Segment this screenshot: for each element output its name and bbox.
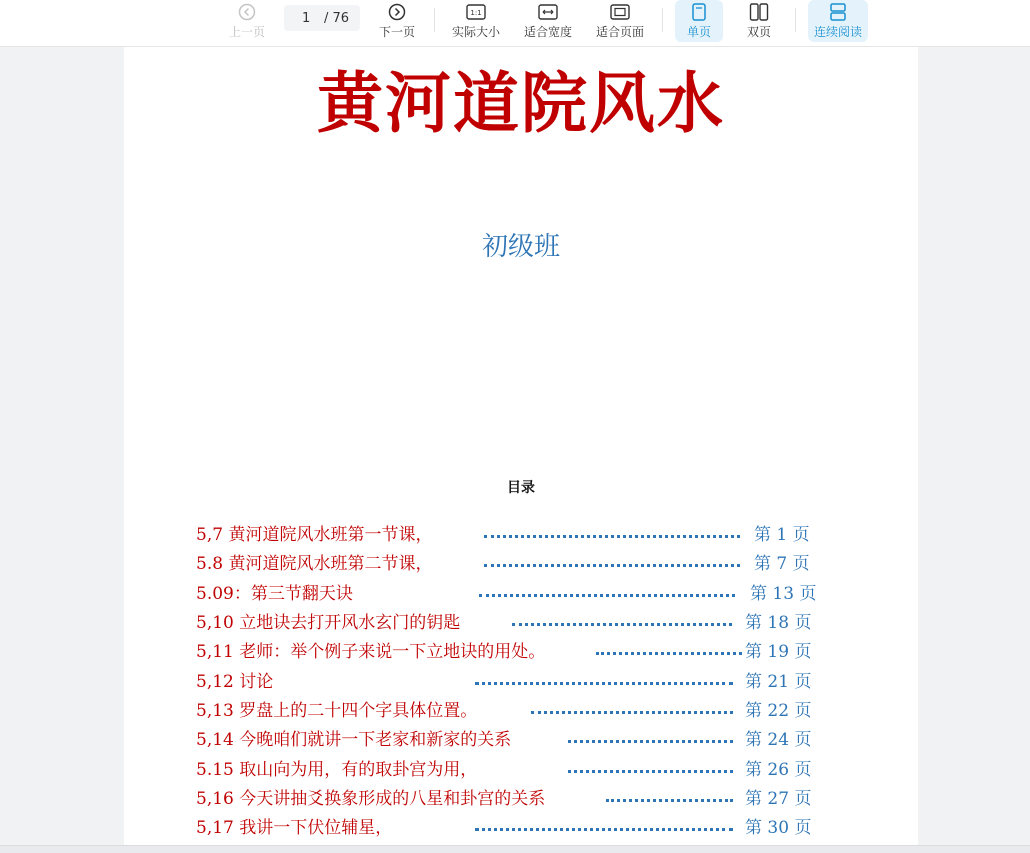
document-page bbox=[124, 47, 918, 847]
toc-entry-title: 5.09：第三节翻天诀 bbox=[196, 584, 353, 604]
toc-entry-page: 第 24 页 bbox=[745, 730, 812, 750]
continuous-reading-button[interactable] bbox=[808, 0, 868, 42]
toc-entry-page: 第 19 页 bbox=[745, 642, 812, 662]
toc-entry-title: 5,13 罗盘上的二十四个字具体位置。 bbox=[196, 701, 478, 721]
toc-entry-title: 5,7 黄河道院风水班第一节课， bbox=[196, 525, 433, 545]
toc-entry-title: 5.8 黄河道院风水班第二节课， bbox=[196, 554, 433, 574]
toc-dot-leader bbox=[531, 711, 733, 714]
toc-entry-title: 5,10 立地诀去打开风水玄门的钥匙 bbox=[196, 613, 461, 633]
toc-entry-page: 第 22 页 bbox=[745, 701, 812, 721]
single-page-label: 单页 bbox=[686, 25, 711, 39]
toc-dot-leader bbox=[606, 799, 733, 802]
toc-entry-page: 第 30 页 bbox=[745, 818, 812, 838]
toc-dot-leader bbox=[568, 740, 733, 743]
fit-page-label: 适合页面 bbox=[595, 25, 644, 39]
continuous-reading-icon bbox=[829, 1, 847, 23]
toc-entry-title: 5.15 取山向为用，有的取卦宫为用， bbox=[196, 760, 478, 780]
actual-size-icon bbox=[466, 1, 486, 23]
toc-entry-title: 5,16 今天讲抽爻换象形成的八星和卦宫的关系 bbox=[196, 789, 546, 809]
toc-entry-page: 第 13 页 bbox=[750, 584, 817, 604]
fit-width-label: 适合宽度 bbox=[523, 25, 572, 39]
current-page-input[interactable]: 1 bbox=[302, 10, 311, 26]
fit-width-button[interactable] bbox=[522, 0, 574, 42]
double-page-icon bbox=[749, 1, 769, 23]
actual-size-label: 实际大小 bbox=[451, 25, 500, 39]
prev-page-label: 上一页 bbox=[228, 25, 265, 39]
toc-entry-title: 5,17 我讲一下伏位辅星， bbox=[196, 818, 393, 838]
toc-entry-page: 第 26 页 bbox=[745, 760, 812, 780]
toc-entry-page: 第 1 页 bbox=[754, 525, 810, 545]
toc-heading: 目录 bbox=[507, 480, 535, 496]
page-number-field[interactable] bbox=[284, 5, 360, 31]
document-subtitle: 初级班 bbox=[481, 232, 560, 262]
toc-entry-title: 5,14 今晚咱们就讲一下老家和新家的关系 bbox=[196, 730, 512, 750]
next-page-label: 下一页 bbox=[378, 25, 415, 39]
toc-dot-leader bbox=[512, 623, 732, 626]
toc-entry-page: 第 7 页 bbox=[754, 554, 810, 574]
fit-page-icon bbox=[610, 1, 630, 23]
toc-entry-title: 5,11 老师：举个例子来说一下立地诀的用处。 bbox=[196, 642, 546, 662]
toc-dot-leader bbox=[596, 652, 742, 655]
continuous-reading-label: 连续阅读 bbox=[813, 25, 862, 39]
toc-entry-page: 第 21 页 bbox=[745, 672, 812, 692]
actual-size-glyph: 1:1 bbox=[470, 9, 482, 17]
toc-dot-leader bbox=[484, 535, 740, 538]
viewer-toolbar bbox=[0, 0, 1030, 47]
toc-dot-leader bbox=[475, 682, 733, 685]
actual-size-button[interactable] bbox=[450, 0, 502, 42]
fit-width-icon bbox=[538, 1, 558, 23]
toc-entry-title: 5,12 讨论 bbox=[196, 672, 274, 692]
single-page-icon bbox=[691, 1, 707, 23]
total-pages: / 76 bbox=[324, 10, 350, 26]
toc-dot-leader bbox=[479, 594, 735, 597]
toc-entry-page: 第 27 页 bbox=[745, 789, 812, 809]
toc-dot-leader bbox=[475, 828, 733, 831]
chevron-left-circle-icon bbox=[238, 1, 256, 23]
double-page-label: 双页 bbox=[746, 25, 771, 39]
toolbar-separator bbox=[795, 8, 796, 32]
prev-page-button[interactable] bbox=[226, 0, 268, 42]
document-title: 黄河道院风水 bbox=[317, 64, 725, 142]
double-page-button[interactable] bbox=[736, 0, 782, 42]
fit-page-button[interactable] bbox=[594, 0, 646, 42]
next-page-button[interactable] bbox=[376, 0, 418, 42]
single-page-button[interactable] bbox=[675, 0, 723, 42]
toc-dot-leader bbox=[568, 770, 733, 773]
toc-entry-page: 第 18 页 bbox=[745, 613, 812, 633]
chevron-right-circle-icon bbox=[388, 1, 406, 23]
toolbar-separator bbox=[434, 8, 435, 32]
toc-dot-leader bbox=[484, 564, 740, 567]
toolbar-separator bbox=[662, 8, 663, 32]
